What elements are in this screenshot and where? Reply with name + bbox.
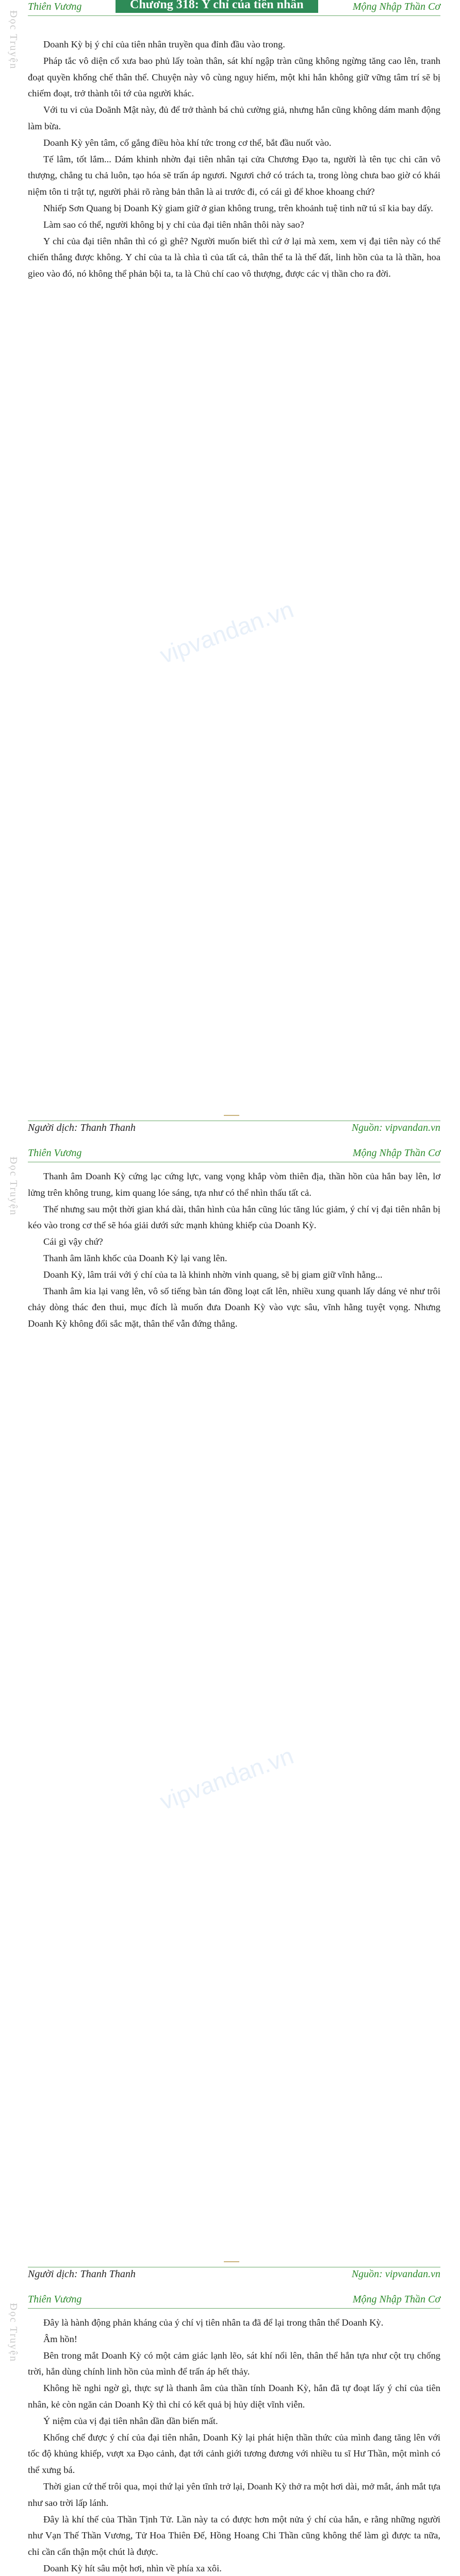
paragraph: Thanh âm lãnh khốc của Doanh Kỳ lại vang lên. bbox=[43, 1252, 227, 1263]
chapter-body bbox=[28, 2309, 440, 2576]
document-page bbox=[28, 1146, 440, 2285]
page-header bbox=[28, 0, 440, 16]
footer-editor: Người dịch: Thanh Thanh bbox=[28, 2268, 136, 2280]
header-series: Mộng Nhập Thần Cơ bbox=[352, 2294, 440, 2305]
paragraph: Doanh Kỳ bị ý chỉ của tiên nhân truyền qua đỉnh đầu vào trong. bbox=[43, 39, 285, 49]
page-header bbox=[28, 1146, 440, 1162]
paragraph: Khống chế được ý chí của đại tiên nhân, Doanh Kỳ lại phát hiện thần thức của mình đang tăng lên với tốc độ khủng khiếp, vượt xa Đạo cảnh, đạt tới cảnh giới tương đương với nhiều tu sĩ Hư Thần, một mình có thể xưng bá. bbox=[28, 2432, 440, 2476]
paragraph: Y chỉ của đại tiên nhân thì có gì ghê? Người muốn biết thì cứ ở lại mà xem, xem vị đại tiên này có thể chiến thắng được không. Y chỉ của ta là chìa tì của tất cả, thân thể ta là thế đất, linh hồn của ta là thần, hoa gieo vào đó, nó không thể phản bội ta, ta là Chủ chí cao vô thượng, được các vị thần cho ra đời. bbox=[28, 235, 440, 279]
page-header bbox=[28, 2293, 440, 2309]
side-watermark bbox=[2, 0, 19, 2576]
footer-source: Nguồn: vipvandan.vn bbox=[351, 2268, 440, 2280]
paragraph: Doanh Kỳ, lâm trái với ý chí của ta là khinh nhờn vinh quang, sẽ bị giam giữ vĩnh hằng... bbox=[43, 1269, 383, 1280]
paragraph: Pháp tắc vô diện cổ xưa bao phủ lấy toàn thân, sát khí ngập tràn cũng không ngừng tăng cao lên, tranh đoạt quyền khống chế thân thể. Chuyện này vô cùng nguy hiểm, một khi hắn không giữ vững tâm trí sẽ bị chiếm đoạt, trở thành tôi tớ của người khác. bbox=[28, 55, 440, 99]
header-series: Mộng Nhập Thần Cơ bbox=[352, 1147, 440, 1159]
center-watermark: vipvandan.vn bbox=[156, 596, 297, 669]
page-ornament bbox=[224, 1109, 239, 1116]
paragraph: Nhiếp Sơn Quang bị Doanh Kỳ giam giữ ở gian không trung, trên khoảnh tuệ tinh nữ tú sĩ kia bay dấy. bbox=[43, 202, 433, 213]
page-footer bbox=[28, 2267, 440, 2285]
paragraph: Thời gian cứ thế trôi qua, mọi thứ lại yên tĩnh trở lại, Doanh Kỳ thở ra một hơi dài, mở mắt, ánh mắt tựa như sao trời lấp lánh. bbox=[28, 2481, 440, 2508]
paragraph: Ý niệm của vị đại tiên nhân dần dần biến mất. bbox=[43, 2415, 218, 2426]
paragraph: Doanh Kỳ hít sâu một hơi, nhìn về phía xa xôi. bbox=[43, 2563, 222, 2573]
paragraph: Đây là hành động phản kháng của ý chí vị tiên nhân ta đã để lại trong thân thể Doanh Kỳ. bbox=[43, 2317, 384, 2328]
page-footer bbox=[28, 1121, 440, 1139]
paragraph: Doanh Kỳ yên tâm, cố gắng điều hòa khí tức trong cơ thể, bắt đầu nuốt vào. bbox=[43, 137, 332, 148]
paragraph: Tế lâm, tốt lắm... Dám khinh nhờn đại tiên nhân tại cửa Chương Đạo ta, người là tên tục chi căn vô thượng, chẳng tu chả luôn, tạo hóa sẽ trấn áp ngươi. Ngươi chớ có trách ta, trong lòng chưa bao giờ có khái niệm tôn ti trật tự, người phải rõ ràng bản thân là ai trước đi, có cái gì để khoe khoang chứ? bbox=[28, 154, 440, 197]
paragraph: Âm hồn! bbox=[43, 2333, 77, 2344]
paragraph: Không hề nghi ngờ gì, thực sự là thanh âm của thần tính Doanh Kỳ, hắn đã tự đoạt lấy ý chỉ của tiên nhân, kẻ còn ngăn cản Doanh Kỳ thì chỉ có kết quả bị hủy diệt vĩnh viễn. bbox=[28, 2383, 440, 2410]
header-author: Thiên Vương bbox=[28, 2294, 82, 2305]
chapter-title: Chương 318: Y chỉ của tiên nhân bbox=[116, 0, 318, 13]
paragraph: Thế nhưng sau một thời gian khá dài, thân hình của hắn cũng lúc tăng lúc giảm, ý chí vị đại tiên nhân bị kéo vào trong cơ thể sẽ hóa giải dưới sức mạnh khủng khiếp của Doanh Kỳ. bbox=[28, 1204, 440, 1231]
paragraph: Bên trong mắt Doanh Kỳ có một cảm giác lạnh lẽo, sát khí nổi lên, thân thể hắn tựa như cột trụ chống trời, hắn dùng chính linh hồn của mình để trấn áp hết thảy. bbox=[28, 2350, 440, 2377]
footer-editor: Người dịch: Thanh Thanh bbox=[28, 1122, 136, 1133]
document-page bbox=[28, 2293, 440, 2576]
paragraph: Thanh âm kia lại vang lên, vô số tiếng bàn tán đồng loạt cất lên, nhiều xung quanh lấy dáng vẻ như trôi chảy dòng thác đen thui, mục đích là muốn đưa Doanh Kỳ vào vực sâu, vĩnh hằng tuyệt vọng. Nhưng Doanh Kỳ không đổi sắc mặt, thân thể vẫn đứng thẳng. bbox=[28, 1285, 440, 1329]
paragraph: Đây là khí thế của Thần Tịnh Tử. Lần này ta có được hơn một nửa ý chí của hắn, e rằng những người như Vạn Thế Thần Vương, Tử Hoa Thiên Đế, Hồng Hoang Chi Thần cũng không thể làm gì được ta nữa, chỉ cần cẩn thận một chút là được. bbox=[28, 2514, 440, 2557]
header-series: Mộng Nhập Thần Cơ bbox=[352, 1, 440, 12]
paragraph: Làm sao có thể, người không bị y chỉ của đại tiên nhân thôi này sao? bbox=[43, 219, 304, 230]
chapter-body bbox=[28, 16, 440, 282]
side-watermark-text: Đọc Truyện bbox=[8, 2303, 19, 2363]
paragraph: Thanh âm Doanh Kỳ cứng lạc cứng lực, vang vọng khắp vòm thiên địa, thần hồn của hắn bay lên, lơ lửng trên không trung, kim quang lóe sáng, tựa như có thể nhìn thấu tất cả. bbox=[28, 1171, 440, 1198]
header-author: Thiên Vương bbox=[28, 1, 82, 12]
footer-source: Nguồn: vipvandan.vn bbox=[351, 1122, 440, 1133]
page-ornament bbox=[224, 2255, 239, 2262]
center-watermark: vipvandan.vn bbox=[156, 1742, 297, 1815]
header-author: Thiên Vương bbox=[28, 1147, 82, 1159]
paragraph: Với tu vi của Doãnh Mật này, đủ để trở thành bá chủ cường giả, nhưng hắn cũng không dám manh động làm bừa. bbox=[28, 105, 440, 131]
document-page bbox=[28, 0, 440, 1139]
chapter-body bbox=[28, 1162, 440, 1332]
side-watermark-text: Đọc Truyện bbox=[8, 10, 19, 70]
side-watermark-text: Đọc Truyện bbox=[8, 1157, 19, 1216]
paragraph: Cái gì vậy chứ? bbox=[43, 1236, 103, 1247]
